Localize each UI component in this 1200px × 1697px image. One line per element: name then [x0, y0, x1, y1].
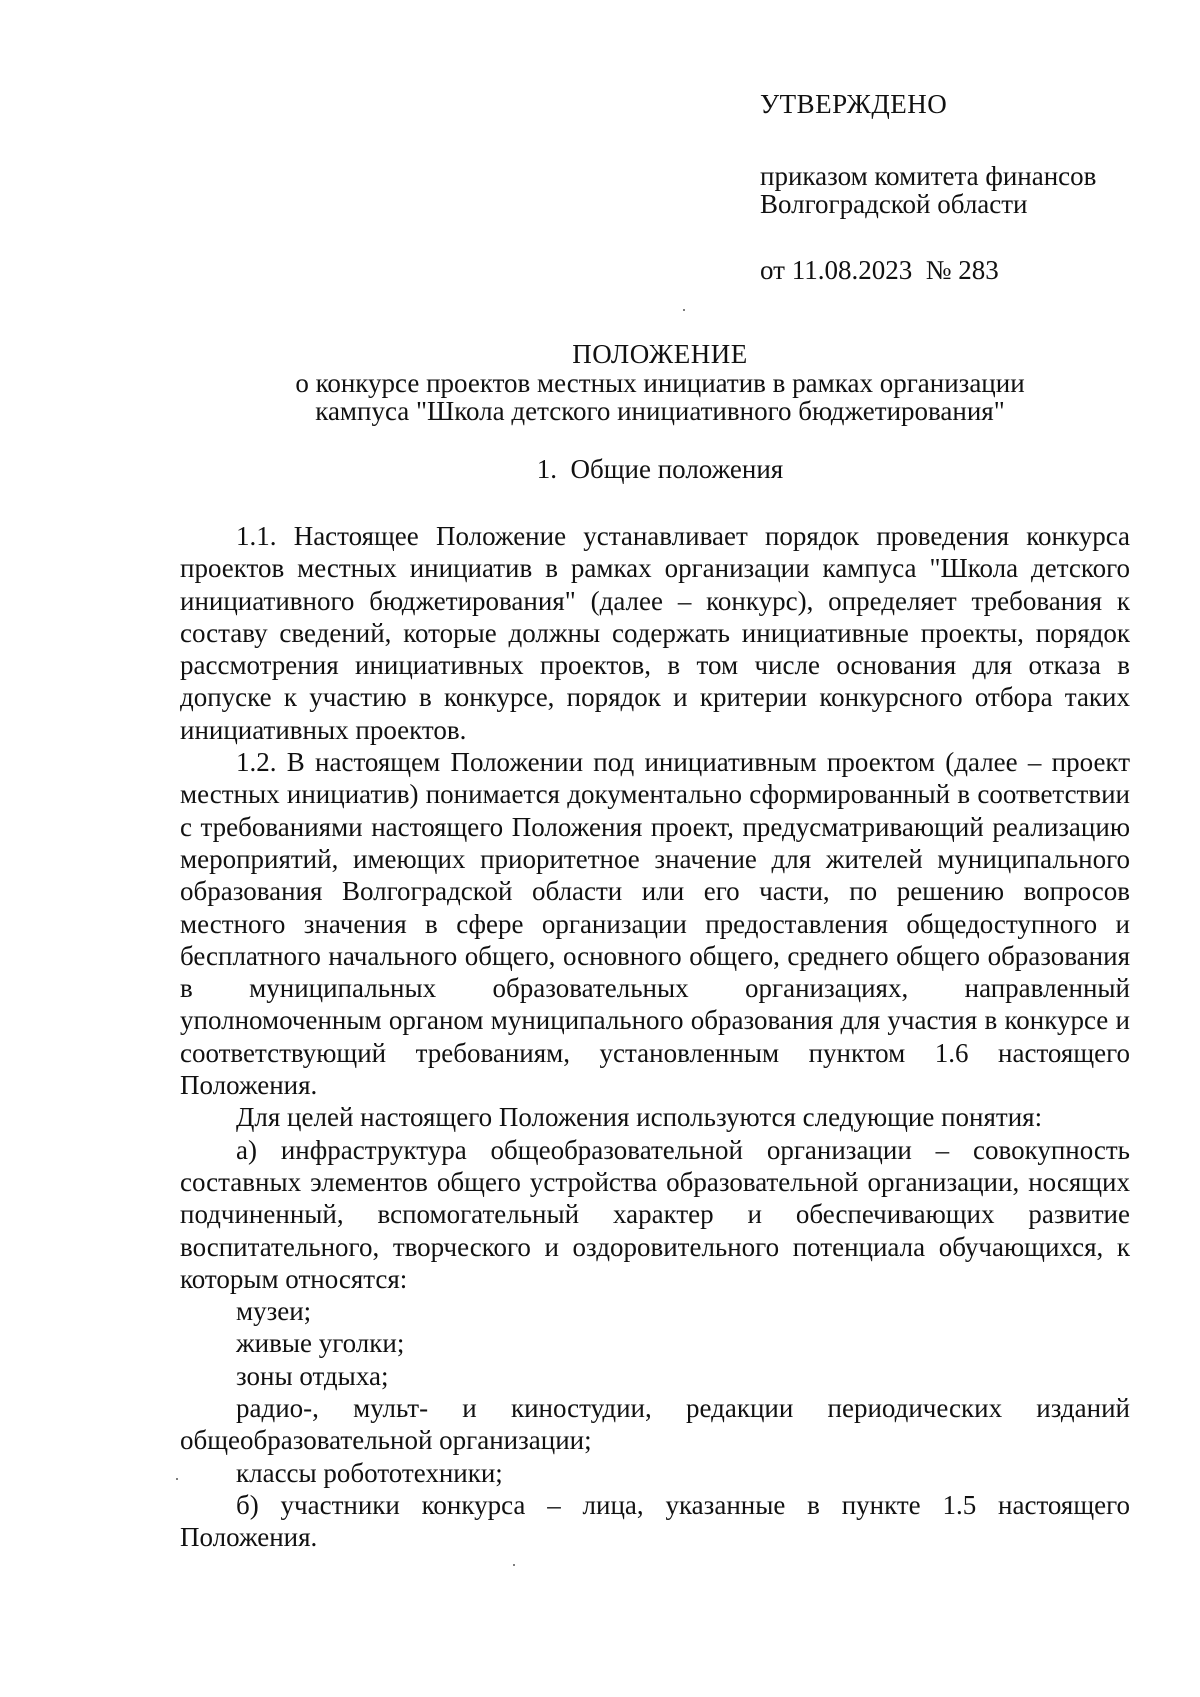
section-heading: 1. Общие положения [536, 454, 784, 484]
scan-speck [176, 1478, 178, 1480]
document-body [180, 520, 1130, 1554]
list-item-robotics: классы робототехники; [236, 1457, 503, 1488]
list-item-living-corners: живые уголки; [236, 1328, 405, 1359]
scan-speck [683, 309, 685, 311]
document-subtitle-line-1: о конкурсе проектов местных инициатив в рамках организации [295, 368, 1025, 398]
scan-speck [513, 1564, 515, 1566]
document-title: ПОЛОЖЕНИЕ [572, 339, 748, 369]
approval-line-1: приказом комитета финансов [760, 161, 1097, 191]
approval-date-line: от 11.08.2023 № 283 [760, 255, 999, 285]
approval-block [760, 90, 1160, 284]
document-subtitle-line-2: кампуса "Школа детского инициативного бюджетирования" [315, 396, 1005, 426]
paragraph-1-1: 1.1. Настоящее Положение устанавливает порядок проведения конкурса проектов местных инициатив в рамках организации кампуса "Школа детского инициативного бюджетирования" (далее – конкурс), определяет требования к составу сведений, которые должны содержать инициативные проекты, порядок рассмотрения инициативных проектов, в том числе основания для отказа в допуске к участию в конкурсе, порядок и критерии конкурсного отбора таких инициативных проектов. [180, 521, 1130, 745]
paragraph-definitions-intro: Для целей настоящего Положения используются следующие понятия: [236, 1102, 1043, 1133]
approval-title: УТВЕРЖДЕНО [760, 89, 948, 119]
list-item-rest-zones: зоны отдыха; [236, 1360, 389, 1391]
approval-line-2: Волгоградской области [760, 189, 1028, 219]
paragraph-1-2: 1.2. В настоящем Положении под инициативным проектом (далее – проект местных инициатив) понимается документально сформированный в соответствии с требованиями настоящего Положения проект, предусматривающий реализацию мероприятий, имеющих приоритетное значение для жителей муниципального образования Волгоградской области или его части, по решению вопросов местного значения в сфере организации предоставления общедоступного и бесплатного начального общего, основного общего, среднего общего образования в муниципальных образовательных организациях, направленный уполномоченным органом муниципального образования для участия в конкурсе и соответствующий требованиям, установленным пунктом 1.6 настоящего Положения. [180, 747, 1130, 1101]
list-item-museums: музеи; [236, 1296, 312, 1327]
paragraph-definition-b: б) участники конкурса – лица, указанные в пункте 1.5 настоящего Положения. [180, 1489, 1130, 1553]
list-item-studios: радио-, мульт- и киностудии, редакции периодических изданий общеобразовательной организации; [180, 1393, 1130, 1456]
paragraph-definition-a: а) инфраструктура общеобразовательной организации – совокупность составных элементов общего устройства образовательной организации, носящих подчиненный, вспомогательный характер и обеспечивающих развитие воспитательного, творческого и оздоровительного потенциала обучающихся, к которым относятся: [180, 1134, 1130, 1294]
